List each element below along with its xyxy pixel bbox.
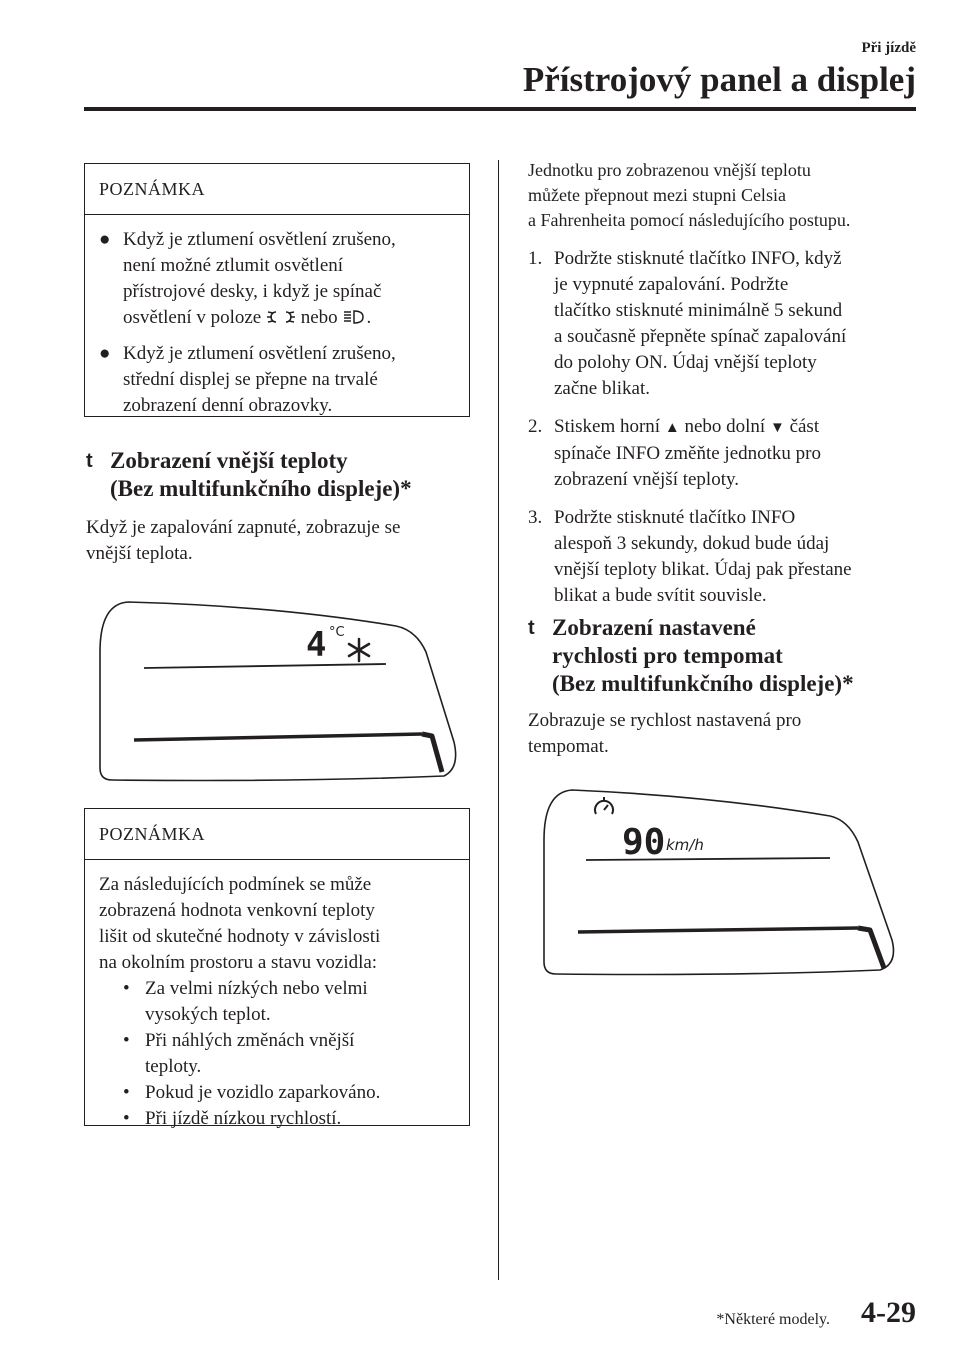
bullet-icon: • bbox=[123, 1030, 130, 1051]
section-marker: t bbox=[86, 450, 93, 472]
header-rule bbox=[84, 107, 916, 111]
step-item: 1. Podržte stisknuté tlačítko INFO, když je vypnuté zapalování. Podržte tlačítko stisknuté minimálně 5 sekund a současně přepněte spínač zapalování do polohy ON. Údaj vnější teploty začne blikat. bbox=[528, 248, 847, 399]
note-bullet: • Při jízdě nízkou rychlostí. bbox=[85, 1106, 455, 1132]
cruise-speed-display bbox=[540, 784, 900, 982]
cruise-speed-paragraph: Zobrazuje se rychlost nastavená pro tempomat. bbox=[528, 710, 802, 757]
snowflake-icon bbox=[349, 639, 369, 661]
bullet-icon: • bbox=[123, 978, 130, 999]
note-box-dimming bbox=[84, 163, 470, 417]
footnote: *Některé modely. bbox=[716, 1311, 830, 1328]
headlight-icon bbox=[342, 308, 366, 326]
up-triangle-icon: ▲ bbox=[664, 420, 680, 436]
down-triangle-icon: ▼ bbox=[769, 420, 785, 436]
note-box-temperature: POZNÁMKA Za následujících podmínek se může zobrazená hodnota venkovní teploty lišit od skutečné hodnoty v závislosti na okolním prostoru a stavu vozidla: • Za velmi nízkých nebo velmi vysokých teplot. • Při náhlých změnách vnější teploty. • Pokud je vozidlo zaparkováno. • Při jízdě nízkou rychlostí. bbox=[84, 808, 470, 1126]
temperature-value: 4 bbox=[306, 625, 327, 665]
temperature-unit: °C bbox=[329, 625, 345, 640]
section-heading-outside-temp: t Zobrazení vnější teploty (Bez multifunkčního displeje)* bbox=[86, 448, 412, 501]
note-bullet: ● Když je ztlumení osvětlení zrušeno, není možné ztlumit osvětlení přístrojové desky, i když je spínač osvětlení v poloze nebo . bbox=[99, 229, 396, 328]
outside-temp-paragraph: Když je zapalování zapnuté, zobrazuje se vnější teplota. bbox=[86, 517, 401, 564]
note-heading: POZNÁMKA bbox=[85, 164, 469, 215]
page-number: 4-29 bbox=[861, 1296, 916, 1329]
parking-lights-icon bbox=[266, 308, 296, 326]
bullet-icon: • bbox=[123, 1108, 130, 1129]
note-bullet: • Pokud je vozidlo zaparkováno. bbox=[85, 1080, 455, 1106]
bullet-icon: ● bbox=[99, 229, 111, 250]
note-heading: POZNÁMKA bbox=[85, 809, 469, 860]
note-bullet: ● Když je ztlumení osvětlení zrušeno, střední displej se přepne na trvalé zobrazení denní obrazovky. bbox=[99, 343, 396, 416]
note-bullet: • Za velmi nízkých nebo velmi vysokých teplot. bbox=[123, 978, 368, 1025]
step-item: 3. Podržte stisknuté tlačítko INFO alespoň 3 sekundy, dokud bude údaj vnější teploty blikat. Údaj pak přestane blikat a bude svítit souvisle. bbox=[528, 507, 852, 606]
section-marker: t bbox=[528, 617, 535, 639]
bullet-icon: • bbox=[123, 1082, 130, 1103]
page-title: Přístrojový panel a displej bbox=[522, 60, 916, 99]
column-divider bbox=[498, 160, 499, 1280]
unit-switch-intro: Jednotku pro zobrazenou vnější teplotu můžete přepnout mezi stupni Celsia a Fahrenheita pomocí následujícího postupu. bbox=[528, 160, 851, 230]
note-bullet: • Při náhlých změnách vnější teploty. bbox=[123, 1030, 355, 1077]
section-label: Při jízdě bbox=[861, 40, 916, 56]
cruise-control-icon bbox=[595, 797, 613, 814]
step-item: 2. Stiskem horní ▲ nebo dolní ▼ část spínače INFO změňte jednotku pro zobrazení vnější teploty. bbox=[528, 416, 821, 490]
section-heading-cruise-speed: t Zobrazení nastavené rychlosti pro tempomat (Bez multifunkčního displeje)* bbox=[528, 615, 854, 696]
outside-temperature-display bbox=[96, 592, 460, 788]
bullet-icon: ● bbox=[99, 343, 111, 364]
unit-switch-steps bbox=[528, 246, 928, 621]
cruise-speed-value: 90 bbox=[622, 822, 666, 863]
cruise-speed-unit: km/h bbox=[666, 836, 704, 854]
